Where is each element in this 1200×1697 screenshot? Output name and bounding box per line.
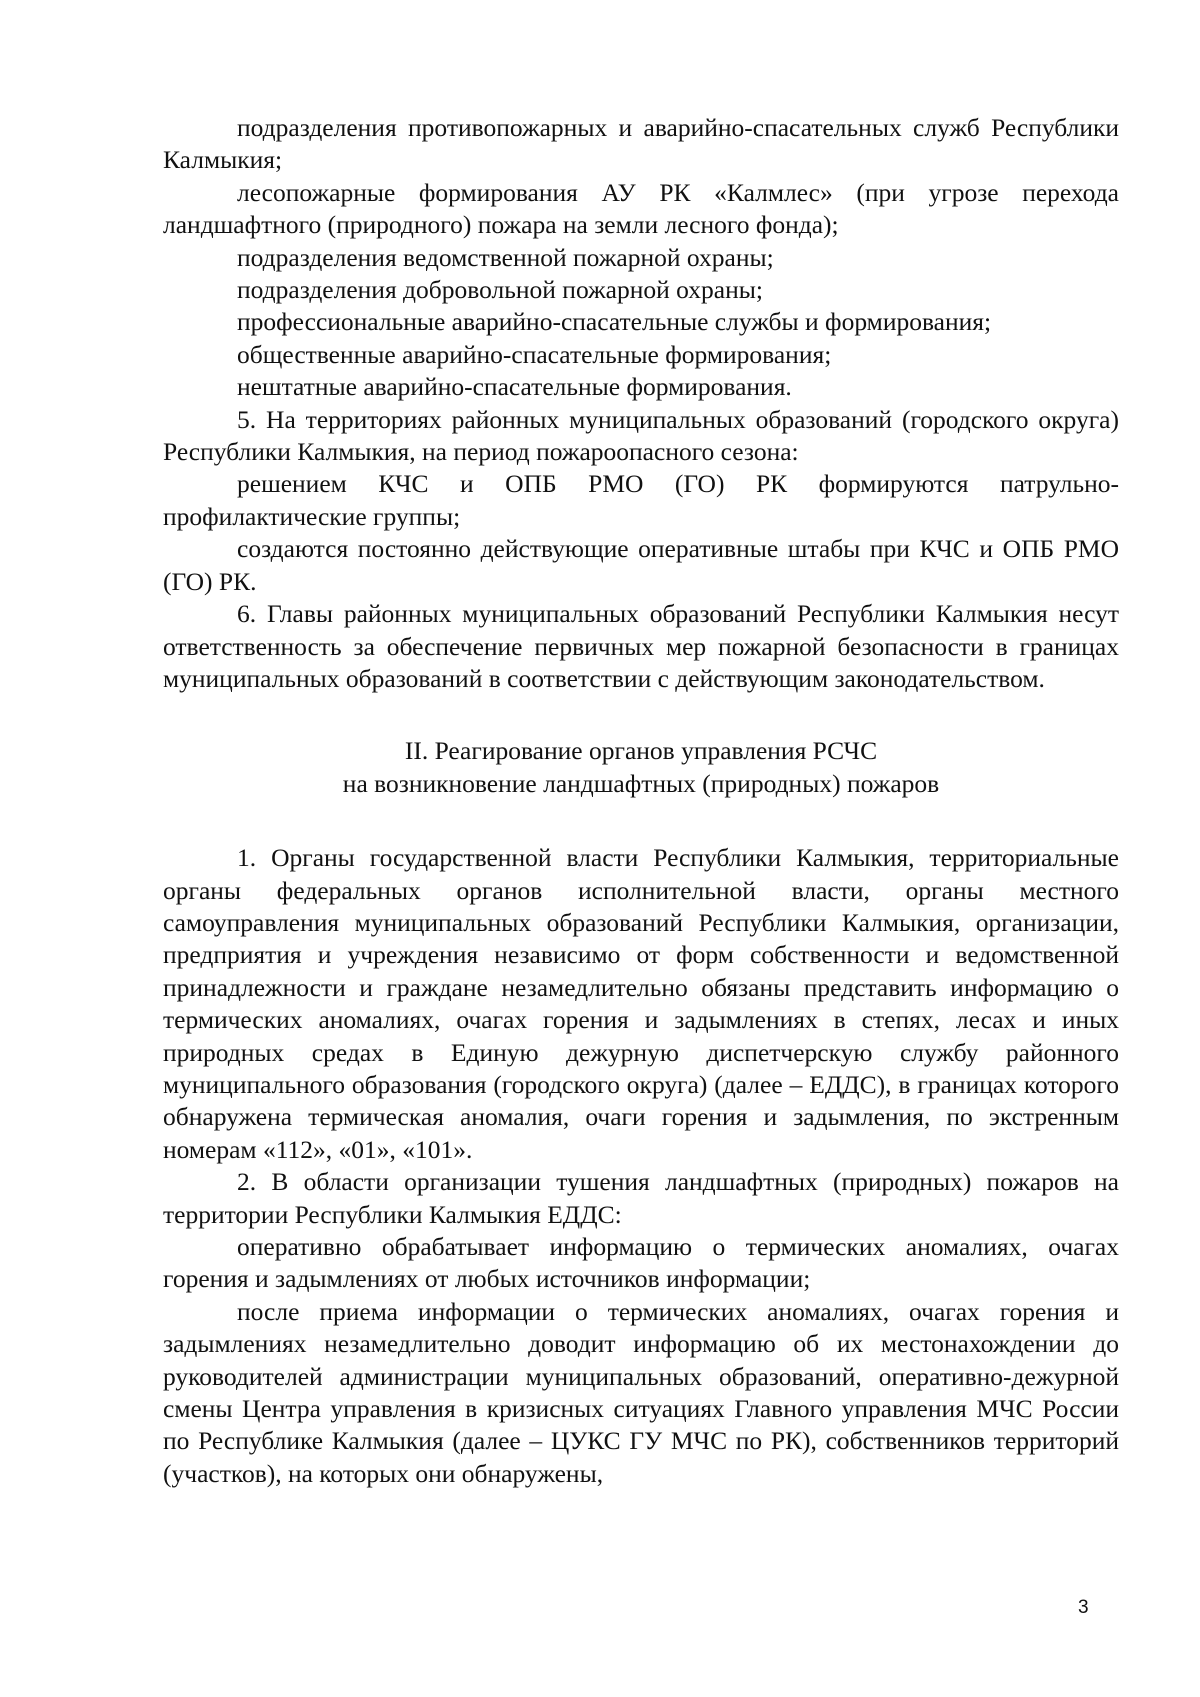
- paragraph-item-5: 5. На территориях районных муниципальных образований (городского округа) Республики Калмыкия, на период пожароопасного сезона:: [163, 404, 1119, 467]
- paragraph-patrol-groups: решением КЧС и ОПБ РМО (ГО) РК формируются патрульно-профилактические группы;: [163, 469, 1119, 531]
- page-number: 3: [1078, 1597, 1089, 1618]
- paragraph-operational-headquarters: создаются постоянно действующие оперативные штабы при КЧС и ОПБ РМО (ГО) РК.: [163, 534, 1119, 596]
- document-page: [163, 112, 1119, 1490]
- paragraph-fire-services: подразделения противопожарных и аварийно-спасательных служб Республики Калмыкия;: [163, 113, 1119, 175]
- paragraph-item-6: 6. Главы районных муниципальных образований Республики Калмыкия несут ответственность за обеспечение первичных мер пожарной безопасности в границах муниципальных образований в соответствии с действующим законодательством.: [163, 599, 1119, 693]
- paragraph-after-receiving-information: после приема информации о термических аномалиях, очагах горения и задымлениях незамедлительно доводит информацию об их местонахождении до руководителей администрации муниципальных образований, оперативно-дежурной смены Центра управления в кризисных ситуациях Главного управления МЧС России по Республике Калмыкия (далее – ЦУКС ГУ МЧС по РК), собственников территорий (участков), на которых они обнаружены,: [163, 1296, 1119, 1488]
- section-heading: [163, 735, 1119, 800]
- paragraph-forest-fire-units: лесопожарные формирования АУ РК «Калмлес» (при угрозе перехода ландшафтного (природного) пожара на земли лесного фонда);: [163, 177, 1119, 240]
- paragraph-public-rescue-units: общественные аварийно-спасательные формирования;: [237, 339, 832, 369]
- paragraph-professional-rescue-services: профессиональные аварийно-спасательные службы и формирования;: [237, 307, 992, 337]
- paragraph-processing-information: оперативно обрабатывает информацию о термических аномалиях, очагах горения и задымлениях от любых источников информации;: [163, 1232, 1119, 1294]
- paragraph-volunteer-fire-protection: подразделения добровольной пожарной охраны;: [237, 275, 763, 305]
- paragraph-section2-item-2: 2. В области организации тушения ландшафтных (природных) пожаров на территории Республики Калмыкия ЕДДС:: [163, 1167, 1119, 1229]
- section-heading-line-1: II. Реагирование органов управления РСЧС: [404, 736, 878, 766]
- paragraph-non-staff-rescue-units: нештатные аварийно-спасательные формирования.: [237, 372, 792, 402]
- paragraph-section2-item-1: 1. Органы государственной власти Республики Калмыкия, территориальные органы федеральных органов исполнительной власти, органы местного самоуправления муниципальных образований Республики Калмыкия, организации, предприятия и учреждения независимо от форм собственности и ведомственной принадлежности и граждане незамедлительно обязаны представить информацию о термических аномалиях, очагах горения и задымлениях в степях, лесах и иных природных средах в Единую дежурную диспетчерскую службу районного муниципального образования (городского округа) (далее – ЕДДС), в границах которого обнаружена термическая аномалия, очаги горения и задымления, по экстренным номерам «112», «01», «101».: [163, 843, 1119, 1164]
- section-heading-line-2: на возникновение ландшафтных (природных) пожаров: [342, 768, 940, 798]
- paragraph-departmental-fire-protection: подразделения ведомственной пожарной охраны;: [237, 242, 774, 272]
